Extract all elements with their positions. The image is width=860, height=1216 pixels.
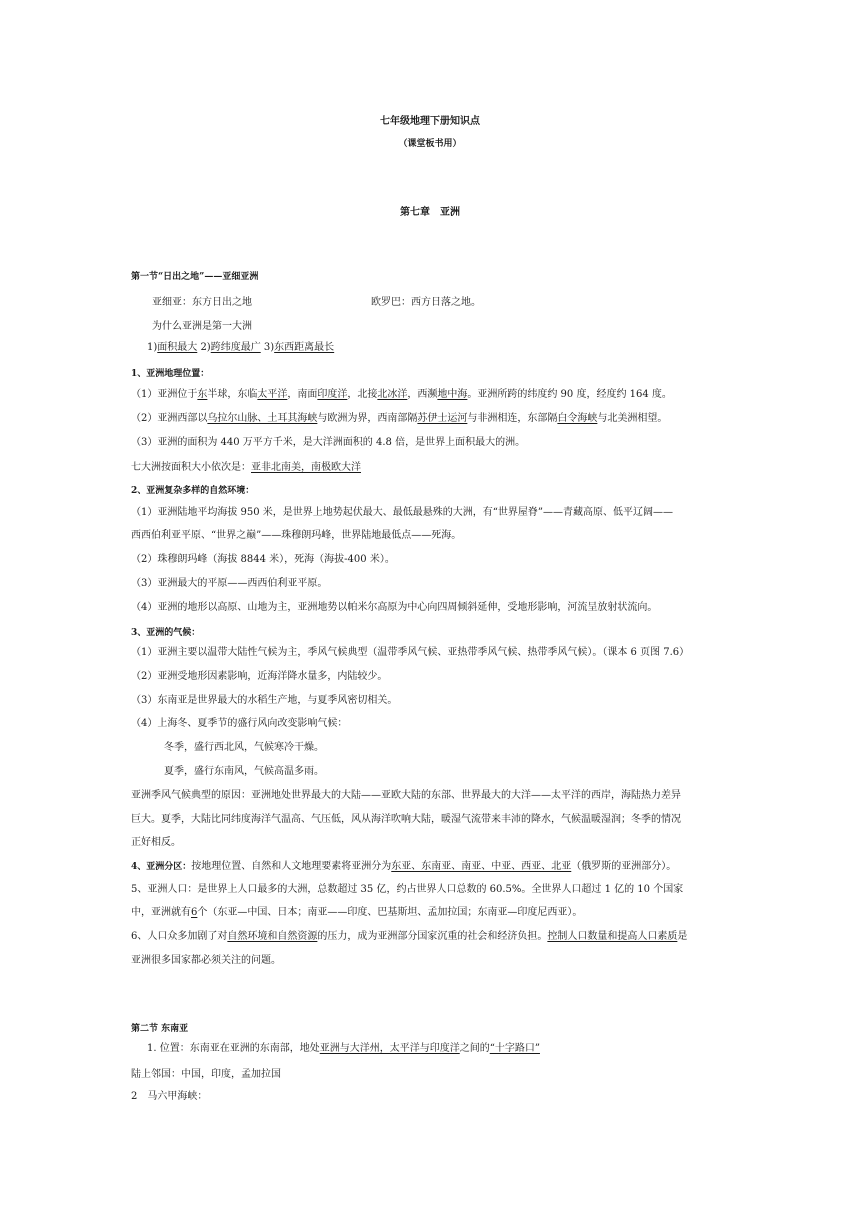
reason-1: 面积最大 <box>157 342 198 353</box>
asia-population-line-1: 5、亚洲人口：是世界上人口最多的大洲，总数超过 35 亿，约占世界人口总数的 60.5%。全世界人口超过 1 亿的 10 个国家 <box>131 884 684 895</box>
page-title: 七年级地理下册知识点 <box>380 116 480 127</box>
location-item-1: （1）亚洲位于东半球，东临太平洋，南面印度洋，北接北冰洋，西濒地中海。亚洲所跨的纬度约 90 度，经度约 164 度。 <box>131 389 672 400</box>
asia-population-line-2: 中，亚洲就有6个（东亚—中国、日本；南亚——印度、巴基斯坦、孟加拉国；东南亚—印度尼西亚）。 <box>131 907 583 918</box>
page-subtitle: （课堂板书用） <box>398 139 462 149</box>
seven-continents: 七大洲按面积大小依次是：亚非北南美，南极欧大洋 <box>131 462 361 473</box>
why-largest-answers: 1)面积最大 2)跨纬度最广 3)东西距离最长 <box>147 342 335 353</box>
southeast-asia-location: 1. 位置：东南亚在亚洲的东南部，地处亚洲与大洋州，太平洋与印度洋之间的“十字路口” <box>147 1043 540 1054</box>
asia-regions: 4、亚洲分区：按地理位置、自然和人文地理要素将亚洲分为东亚、东南亚、南亚、中亚、西亚、北亚（俄罗斯的亚洲部分）。 <box>131 861 677 872</box>
europe-name-origin: 欧罗巴：西方日落之地。 <box>371 297 481 308</box>
winter-wind: 冬季，盛行西北风，气候寒冷干燥。 <box>164 742 324 753</box>
reason-3: 东西距离最长 <box>274 342 335 353</box>
climate-item-4: （4）上海冬、夏季节的盛行风向改变影响气候： <box>131 718 348 729</box>
nature-item-4: （4）亚洲的地形以高原、山地为主，亚洲地势以帕米尔高原为中心向四周倾斜延伸，受地形影响，河流呈放射状流向。 <box>131 602 658 613</box>
climate-item-1: （1）亚洲主要以温带大陆性气候为主，季风气候典型（温带季风气候、亚热带季风气候、热带季风气候）。（课本 6 页图 7.6） <box>131 647 690 658</box>
nature-item-1-cont: 西西伯利亚平原、“世界之巅”——珠穆朗玛峰，世界陆地最低点——死海。 <box>131 530 462 541</box>
asia-name-origin: 亚细亚：东方日出之地 <box>152 297 252 308</box>
climate-item-3: （3）东南亚是世界最大的水稻生产地，与夏季风密切相关。 <box>131 695 398 706</box>
summer-wind: 夏季，盛行东南风，气候高温多雨。 <box>164 766 324 777</box>
nature-item-1: （1）亚洲陆地平均海拔 950 米，是世界上地势起伏最大、最低最悬殊的大洲，有“世界屋脊”——青藏高原、低平辽阔—— <box>131 507 674 518</box>
reason-2: 跨纬度最广 <box>210 342 261 353</box>
nature-item-2: （2）珠穆朗玛峰（海拔 8844 米），死海（海拔-400 米）。 <box>131 554 395 565</box>
location-heading: 1、亚洲地理位置： <box>131 369 210 379</box>
section-1-title: 第一节“日出之地”——亚细亚洲 <box>131 272 259 282</box>
land-neighbors: 陆上邻国：中国，印度，孟加拉国 <box>131 1069 281 1080</box>
population-pressure-cont: 亚洲很多国家都必须关注的问题。 <box>131 955 281 966</box>
continent-order: 亚非北南美，南极欧大洋 <box>251 462 361 473</box>
population-pressure: 6、人口众多加剧了对自然环境和自然资源的压力，成为亚洲部分国家沉重的社会和经济负担。控制人口数量和提高人口素质是 <box>131 931 688 942</box>
nature-item-3: （3）亚洲最大的平原——西西伯利亚平原。 <box>131 578 328 589</box>
climate-item-2: （2）亚洲受地形因素影响，近海洋降水量多，内陆较少。 <box>131 671 388 682</box>
climate-heading: 3、亚洲的气候： <box>131 628 201 638</box>
malacca-strait-heading: 2 马六甲海峡： <box>131 1091 208 1102</box>
monsoon-reason-line-3: 正好相反。 <box>131 837 181 848</box>
chapter-title: 第七章 亚洲 <box>400 207 460 218</box>
nature-heading: 2、亚洲复杂多样的自然环境： <box>131 486 255 496</box>
monsoon-reason-line-1: 亚洲季风气候典型的原因：亚洲地处世界最大的大陆——亚欧大陆的东部、世界最大的大洋——太平洋的西岸，海陆热力差异 <box>131 790 681 801</box>
section-2-title: 第二节 东南亚 <box>131 1024 189 1034</box>
monsoon-reason-line-2: 巨大。夏季，大陆比同纬度海洋气温高、气压低，风从海洋吹响大陆，暖湿气流带来丰沛的降水，气候温暖湿润；冬季的情况 <box>131 814 681 825</box>
location-item-2: （2）亚洲西部以乌拉尔山脉、土耳其海峡与欧洲为界，西南部隔苏伊士运河与非洲相连，东部隔白令海峡与北美洲相望。 <box>131 413 668 424</box>
why-largest-question: 为什么亚洲是第一大洲 <box>152 321 252 332</box>
location-item-3: （3）亚洲的面积为 440 万平方千米，是大洋洲面积的 4.8 倍，是世界上面积最大的洲。 <box>131 437 526 448</box>
